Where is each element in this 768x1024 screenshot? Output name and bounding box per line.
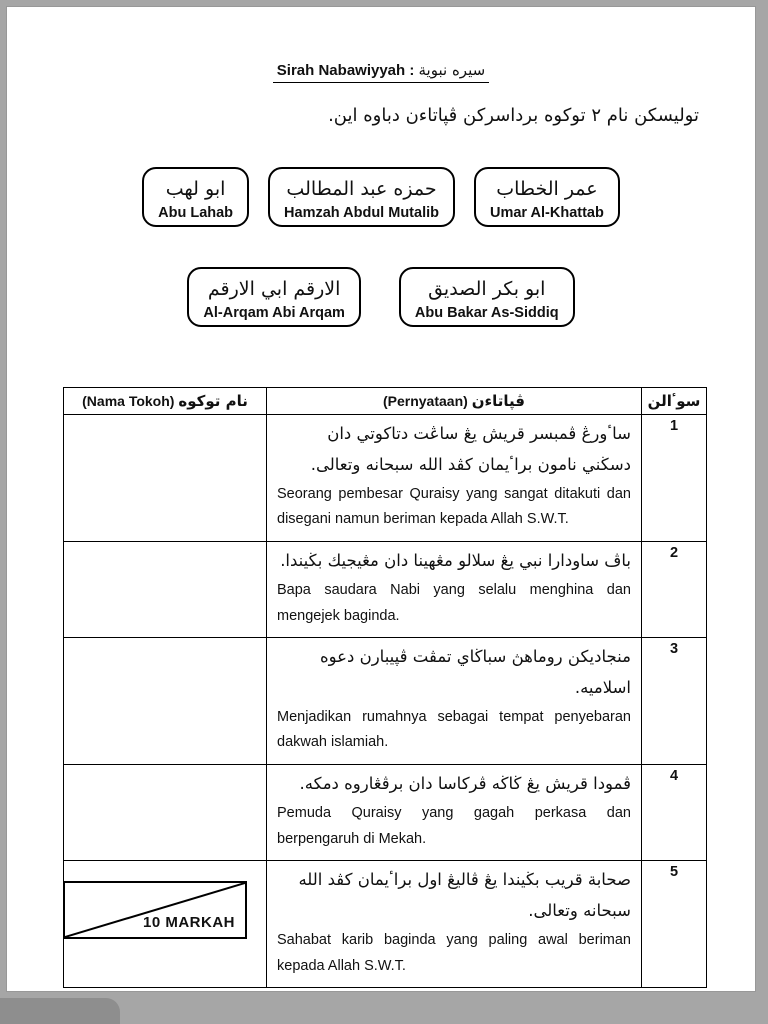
marks-box — [63, 881, 247, 939]
page-title — [7, 61, 755, 83]
table-row — [64, 638, 707, 765]
header-nama-tokoh — [64, 388, 267, 415]
name-arabic: ابو بكر الصديق — [428, 278, 546, 300]
name-latin: Umar Al-Khattab — [489, 204, 604, 221]
statement-jawi: منجاديكن روماهڽ سباڬاي تمڤت ڤڽيبارن دعوه اسلاميه. — [319, 647, 631, 697]
statement-jawi: صحابة قريب بڬيندا يڠ ڤاليڠ اول براٴيمان كڤد الله سبحانه وتعالى. — [298, 870, 631, 920]
name-arabic: ابو لهب — [165, 178, 226, 200]
statement-cell-2 — [267, 541, 642, 637]
statement-malay: Seorang pembesar Quraisy yang sangat ditakuti dan disegani namun beriman kepada Allah S.W.T. — [277, 486, 631, 528]
document-page — [6, 6, 756, 992]
title-arabic-text: سيره نبوية — [418, 61, 486, 79]
header-nama-tokoh-latin: (Nama Tokoh) — [82, 393, 175, 409]
table-row — [64, 541, 707, 637]
name-arabic: حمزه عبد المطالب — [286, 178, 437, 200]
statement-jawi: ڤمودا قريش يڠ ڬاڬه ڤركاسا دان برڤڠاروه دمكه. — [299, 773, 631, 793]
question-number: 1 — [642, 415, 707, 542]
name-box-hamzah — [268, 167, 455, 227]
name-latin: Abu Bakar As-Siddiq — [414, 304, 559, 321]
answer-cell-3[interactable] — [64, 638, 267, 765]
header-pernyataan-arabic: ڤڽاتاءن — [471, 392, 526, 410]
answer-cell-2[interactable] — [64, 541, 267, 637]
name-box-umar — [474, 167, 620, 227]
statement-malay: Sahabat karib baginda yang paling awal beriman kepada Allah S.W.T. — [277, 932, 631, 974]
question-number: 5 — [642, 861, 707, 988]
statement-malay: Menjadikan rumahnya sebagai tempat penyebaran dakwah islamiah. — [277, 709, 631, 751]
statement-malay: Pemuda Quraisy yang gagah perkasa dan berpengaruh di Mekah. — [277, 805, 631, 847]
table-header-row — [64, 388, 707, 415]
statement-jawi: باڤ ساودارا نبي يڠ سلالو مڠهينا دان مڠيجيك بڬيندا. — [280, 550, 631, 570]
statement-cell-4 — [267, 764, 642, 860]
question-number: 4 — [642, 764, 707, 860]
name-latin: Abu Lahab — [158, 204, 234, 221]
header-pernyataan — [267, 388, 642, 415]
marks-label: 10 MARKAH — [142, 914, 235, 931]
name-box-al-arqam — [187, 267, 361, 327]
name-box-row-1 — [7, 167, 755, 227]
instruction-jawi: توليسكن نام ٢ توكوه برداسركن ڤڽاتاءن دباوه اين. — [328, 105, 699, 126]
header-nama-tokoh-arabic: نام توكوه — [178, 392, 248, 410]
name-box-abu-bakar — [399, 267, 575, 327]
statement-cell-3 — [267, 638, 642, 765]
answer-cell-4[interactable] — [64, 764, 267, 860]
question-number: 3 — [642, 638, 707, 765]
scan-artifact — [0, 998, 120, 1024]
name-arabic: عمر الخطاب — [496, 178, 598, 200]
statement-jawi: ساٴورڠ ڤمبسر قريش يڠ ساڠت دتاكوتي دان دسڬني نامون براٴيمان كڤد الله سبحانه وتعالى. — [310, 424, 631, 474]
statement-malay: Bapa saudara Nabi yang selalu menghina dan mengejek baginda. — [277, 582, 631, 624]
name-box-row-2 — [7, 267, 755, 327]
page-title-underlined — [273, 61, 489, 83]
name-box-abu-lahab — [142, 167, 249, 227]
name-arabic: الارقم ابي الارقم — [207, 278, 341, 300]
answer-cell-1[interactable] — [64, 415, 267, 542]
name-latin: Hamzah Abdul Mutalib — [284, 204, 439, 221]
question-number: 2 — [642, 541, 707, 637]
title-latin-text: Sirah Nabawiyyah : — [276, 62, 419, 79]
statement-cell-5 — [267, 861, 642, 988]
header-soalan-arabic: سوٴالن — [647, 392, 701, 410]
header-soalan — [642, 388, 707, 415]
name-latin: Al-Arqam Abi Arqam — [203, 304, 345, 321]
statement-cell-1 — [267, 415, 642, 542]
header-pernyataan-latin: (Pernyataan) — [382, 393, 468, 409]
table-row — [64, 415, 707, 542]
table-row — [64, 764, 707, 860]
